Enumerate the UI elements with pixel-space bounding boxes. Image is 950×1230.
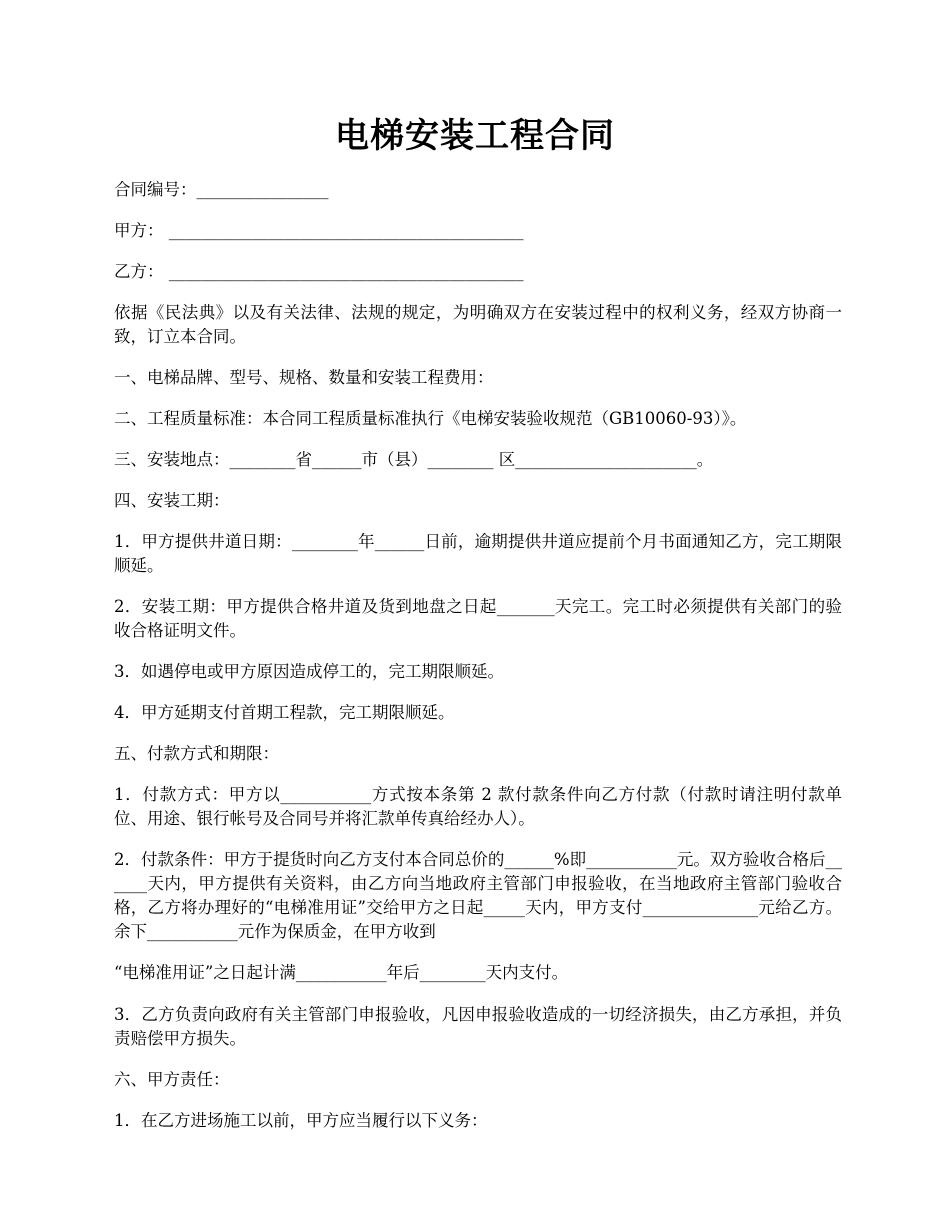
section-1-heading: 一、电梯品牌、型号、规格、数量和安装工程费用：	[114, 368, 494, 387]
party-a-line: 甲方： ___________________________________________	[114, 221, 524, 240]
section-6-clause-1: 1．在乙方进场施工以前，甲方应当履行以下义务：	[114, 1111, 488, 1130]
section-5-clause-2-continued: “电梯准用证”之日起计满___________年后________天内支付。	[114, 963, 569, 982]
section-5-clause-2: 2．付款条件：甲方于提货时向乙方支付本合同总价的______%即___________元。双方验收合格后______天内，甲方提供有关资料，由乙方向当地政府主管部门申报验收，在当地政府主管部门验收合格，乙方将办理好的“电梯准用证”交给甲方之日起_____天内，甲方支付______________元给乙方。余下___________元作为保质金，在甲方收到	[114, 850, 842, 941]
section-5-heading: 五、付款方式和期限：	[114, 744, 279, 763]
section-4-clause-1: 1．甲方提供井道日期：________年______日前，逾期提供井道应提前个月书面通知乙方，完工期限顺延。	[114, 532, 842, 575]
section-4-clause-4: 4．甲方延期支付首期工程款，完工期限顺延。	[114, 703, 455, 722]
section-6-heading: 六、甲方责任：	[114, 1070, 230, 1089]
section-2-paragraph: 二、工程质量标准：本合同工程质量标准执行《电梯安装验收规范（GB10060-93）》。	[114, 409, 747, 428]
section-4-heading: 四、安装工期：	[114, 491, 230, 510]
section-4-clause-3: 3．如遇停电或甲方原因造成停工的，完工期限顺延。	[114, 662, 504, 681]
section-5-clause-1: 1．付款方式：甲方以___________方式按本条第 2 款付款条件向乙方付款（付款时请注明付款单位、用途、银行帐号及合同号并将汇款单传真给经办人）。	[114, 785, 842, 828]
section-3-paragraph: 三、安装地点：________省______市（县）________ 区______________________。	[114, 450, 714, 469]
document-title: 电梯安装工程合同	[335, 116, 615, 156]
preamble-paragraph: 依据《民法典》以及有关法律、法规的规定，为明确双方在安装过程中的权利义务，经双方协商一致，订立本合同。	[114, 303, 842, 346]
document-body	[114, 178, 842, 1150]
section-4-clause-2: 2．安装工期：甲方提供合格井道及货到地盘之日起_______天完工。完工时必须提供有关部门的验收合格证明文件。	[114, 597, 842, 640]
section-5-clause-3: 3．乙方负责向政府有关主管部门申报验收，凡因申报验收造成的一切经济损失，由乙方承担，并负责赔偿甲方损失。	[114, 1005, 842, 1048]
party-b-line: 乙方： ___________________________________________	[114, 262, 524, 281]
contract-number-line: 合同编号：________________	[114, 180, 329, 199]
